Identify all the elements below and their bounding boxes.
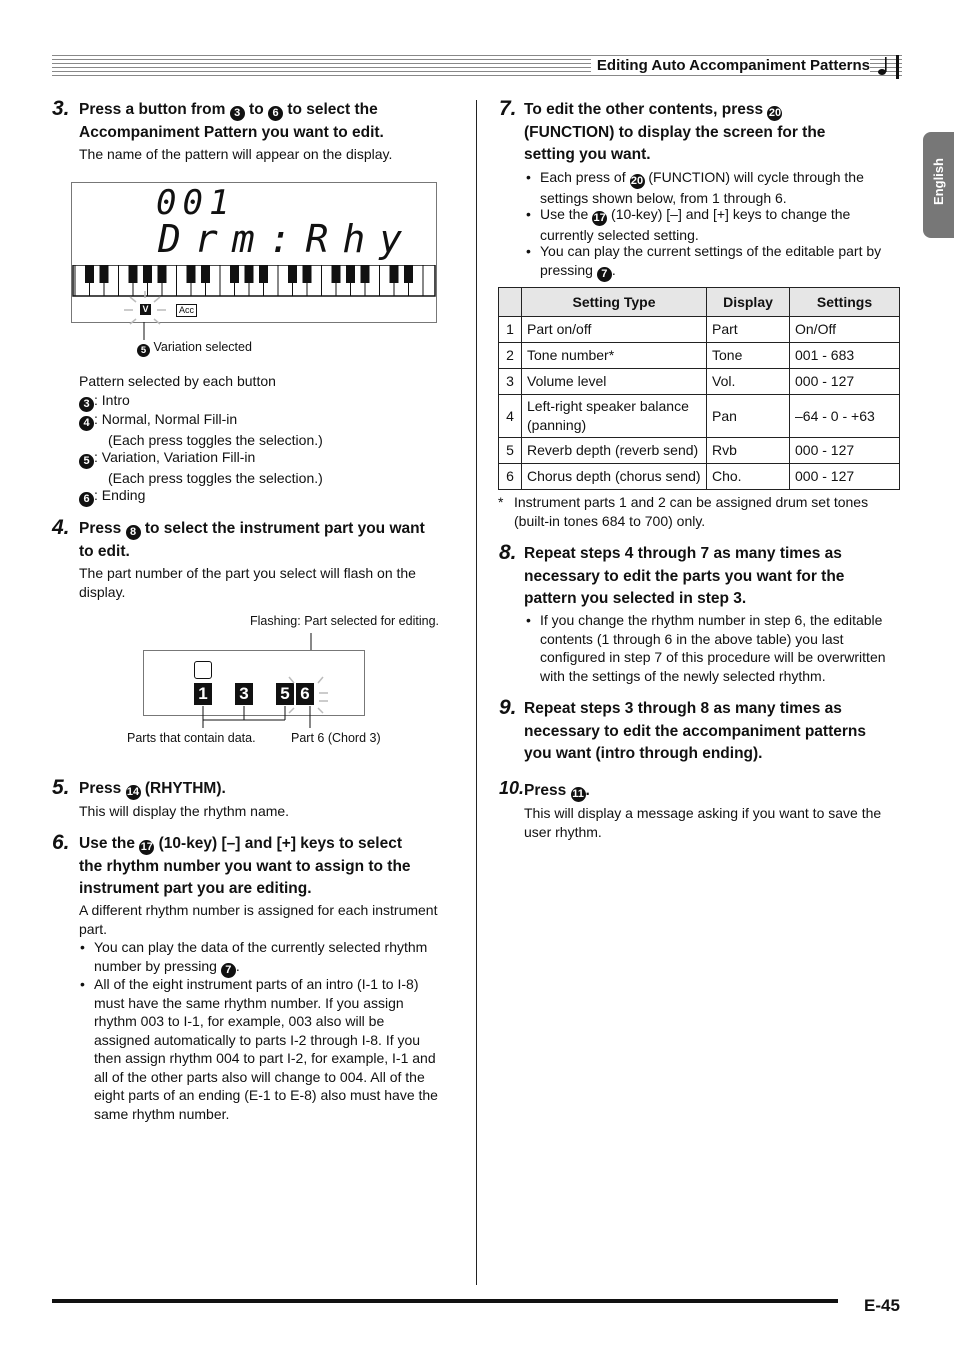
step-7-bullet: • You can play the current settings of the editable part by pressing 7 . bbox=[540, 242, 881, 282]
lcd-number: 001 bbox=[156, 183, 236, 223]
black-key bbox=[390, 265, 399, 283]
table-cell: 1 bbox=[499, 317, 522, 343]
table-row bbox=[499, 438, 900, 464]
column-header: Display bbox=[707, 288, 790, 317]
step-3-body: The name of the pattern will appear on the display. bbox=[79, 146, 393, 162]
table-header-row bbox=[499, 288, 900, 317]
button-20-icon: 20 bbox=[630, 175, 644, 187]
part-5-indicator: 5 bbox=[276, 683, 294, 705]
column-header bbox=[499, 288, 522, 317]
button-7-icon: 7 bbox=[221, 963, 236, 978]
table-cell: 001 - 683 bbox=[790, 343, 900, 369]
pattern-list-item: 3 : Intro bbox=[79, 391, 130, 412]
step-7-bullet: • Use the 17 (10-key) [–] and [+] keys to change the currently selected setting. bbox=[540, 205, 850, 245]
part-6-caption: Part 6 (Chord 3) bbox=[291, 731, 381, 745]
button-5-icon: 5 bbox=[137, 344, 150, 357]
flash-caption: Flashing: Part selected for editing. bbox=[250, 614, 439, 628]
table-cell: Left-right speaker balance (panning) bbox=[522, 395, 707, 438]
table-cell: Part bbox=[707, 317, 790, 343]
table-row bbox=[499, 343, 900, 369]
callout-line bbox=[143, 322, 145, 340]
black-key bbox=[143, 265, 152, 283]
step-4-body: The part number of the part you select will flash on the display. bbox=[79, 565, 416, 600]
part-1-indicator: 1 bbox=[194, 683, 212, 705]
black-key bbox=[230, 265, 239, 283]
parts-data-caption: Parts that contain data. bbox=[127, 731, 256, 745]
part-6-indicator: 6 bbox=[296, 683, 314, 705]
black-key bbox=[332, 265, 341, 283]
table-cell: 000 - 127 bbox=[790, 464, 900, 490]
step-8-number: 8. bbox=[499, 541, 517, 564]
table-row bbox=[499, 464, 900, 490]
step-5-number: 5. bbox=[52, 776, 70, 799]
black-key bbox=[303, 265, 312, 283]
table-cell: Cho. bbox=[707, 464, 790, 490]
step-3-number: 3. bbox=[52, 97, 70, 120]
step-5-heading: Press 14 (RHYTHM). bbox=[79, 780, 226, 798]
pattern-list-intro: Pattern selected by each button bbox=[79, 373, 276, 389]
table-row bbox=[499, 395, 900, 438]
table-cell: 4 bbox=[499, 395, 522, 438]
black-key bbox=[346, 265, 355, 283]
variation-indicator: V bbox=[140, 304, 151, 315]
table-cell: Pan bbox=[707, 395, 790, 438]
step-6-body: A different rhythm number is assigned for each instrument part. bbox=[79, 902, 438, 937]
step-8-heading: Repeat steps 4 through 7 as many times as necessary to edit the parts you want for the pattern you selected in step 3. bbox=[524, 545, 845, 607]
button-17-icon: 17 bbox=[593, 212, 606, 224]
table-cell: Part on/off bbox=[522, 317, 707, 343]
step-7-number: 7. bbox=[499, 97, 517, 120]
black-key bbox=[129, 265, 138, 283]
table-cell: Chorus depth (chorus send) bbox=[522, 464, 707, 490]
step-6-bullet: • You can play the data of the currently selected rhythm number by pressing 7 . bbox=[94, 938, 427, 978]
settings-table bbox=[498, 287, 900, 490]
button-14-icon: 14 bbox=[126, 786, 140, 798]
black-key bbox=[245, 265, 254, 283]
black-key bbox=[187, 265, 196, 283]
acc-indicator: Acc bbox=[176, 304, 197, 317]
music-note-icon bbox=[876, 55, 899, 79]
black-key bbox=[288, 265, 297, 283]
flash-rays-icon bbox=[122, 289, 168, 331]
footnote-mark: * bbox=[498, 494, 504, 510]
step-10-number: 10. bbox=[499, 778, 525, 798]
button-7-icon: 7 bbox=[597, 267, 612, 282]
step-6-number: 6. bbox=[52, 831, 70, 854]
step-9-heading: Repeat steps 3 through 8 as many times as necessary to edit the accompaniment patterns you want (intro through ending). bbox=[524, 700, 866, 762]
button-3-icon: 3 bbox=[230, 106, 245, 121]
part-3-indicator: 3 bbox=[235, 683, 253, 705]
step-4-heading: Press 8 to select the instrument part you want to edit. bbox=[79, 520, 425, 560]
black-key bbox=[201, 265, 210, 283]
table-cell: Tone bbox=[707, 343, 790, 369]
pattern-list-item: 6 : Ending bbox=[79, 486, 145, 507]
table-cell: Rvb bbox=[707, 438, 790, 464]
button-11-icon: 11 bbox=[572, 788, 584, 800]
table-cell: 2 bbox=[499, 343, 522, 369]
black-key bbox=[158, 265, 167, 283]
table-cell: Tone number* bbox=[522, 343, 707, 369]
column-divider bbox=[476, 100, 477, 1285]
variation-callout: 5 Variation selected bbox=[137, 340, 252, 357]
step-6-bullet: • All of the eight instrument parts of an intro (I-1 to I-8) must have the same rhythm number. If you assign rhythm 003 to I-1, for example, 003 also will be assigned automatically to parts I-2 through I-8. If you then assign rhythm 004 to part I-2, for example, I-1 and all of the other parts also will change to 004. All of the eight parts of an ending (E-1 to E-8) also must have the same rhythm number. bbox=[94, 975, 438, 1123]
step-7-heading: To edit the other contents, press 20 (FUNCTION) to display the screen for the setting you want. bbox=[524, 101, 826, 163]
black-key bbox=[85, 265, 94, 283]
button-17-icon: 17 bbox=[140, 841, 153, 853]
lcd-text: Drm:Rhy bbox=[158, 217, 417, 261]
table-row bbox=[499, 317, 900, 343]
step-8-bullet: • If you change the rhythm number in step 6, the editable contents (1 through 6 in the above table) you last configured in step 7 of this procedure will be overwritten with the settings of the newly selected rhythm. bbox=[540, 611, 886, 685]
button-5-icon: 5 bbox=[79, 454, 94, 469]
table-footnote: Instrument parts 1 and 2 can be assigned drum set tones (built-in tones 684 to 700) only. bbox=[514, 494, 869, 529]
button-6-icon: 6 bbox=[79, 492, 94, 507]
step-6-heading: Use the 17 (10-key) [–] and [+] keys to select the rhythm number you want to assign to the instrument part you are editing. bbox=[79, 835, 411, 897]
table-cell: 5 bbox=[499, 438, 522, 464]
table-cell: On/Off bbox=[790, 317, 900, 343]
step-4-number: 4. bbox=[52, 516, 70, 539]
button-6-icon: 6 bbox=[268, 106, 283, 121]
pattern-list-item: 5 : Variation, Variation Fill-in (Each press toggles the selection.) bbox=[79, 448, 323, 488]
button-3-icon: 3 bbox=[79, 397, 94, 412]
lcd-display-rhythm-name bbox=[71, 182, 437, 323]
black-key bbox=[404, 265, 413, 283]
table-row bbox=[499, 369, 900, 395]
language-tab-label: English bbox=[931, 158, 946, 205]
part-indicator-empty bbox=[194, 661, 212, 679]
step-3-heading: Press a button from 3 to 6 to select the Accompaniment Pattern you want to edit. bbox=[79, 101, 384, 141]
table-cell: –64 - 0 - +63 bbox=[790, 395, 900, 438]
column-header: Setting Type bbox=[522, 288, 707, 317]
black-key bbox=[100, 265, 109, 283]
button-20-icon: 20 bbox=[768, 107, 782, 119]
step-7-bullet: • Each press of 20 (FUNCTION) will cycle through the settings shown below, from 1 through 6. bbox=[540, 168, 864, 208]
page-number: E-45 bbox=[864, 1296, 900, 1315]
step-10-heading: Press 11 . bbox=[524, 782, 590, 800]
step-5-body: This will display the rhythm name. bbox=[79, 803, 290, 819]
table-cell: 3 bbox=[499, 369, 522, 395]
black-key bbox=[259, 265, 268, 283]
table-cell: Vol. bbox=[707, 369, 790, 395]
footer-rule bbox=[52, 1299, 838, 1303]
table-cell: 000 - 127 bbox=[790, 438, 900, 464]
parts-bracket bbox=[200, 700, 320, 732]
language-tab bbox=[923, 132, 954, 238]
table-cell: 6 bbox=[499, 464, 522, 490]
column-header: Settings bbox=[790, 288, 900, 317]
step-9-number: 9. bbox=[499, 696, 517, 719]
button-8-icon: 8 bbox=[126, 525, 141, 540]
black-key bbox=[361, 265, 370, 283]
button-4-icon: 4 bbox=[79, 416, 94, 431]
running-header: Editing Auto Accompaniment Patterns bbox=[591, 57, 870, 74]
table-cell: Volume level bbox=[522, 369, 707, 395]
table-cell: Reverb depth (reverb send) bbox=[522, 438, 707, 464]
step-10-body: This will display a message asking if you want to save the user rhythm. bbox=[524, 805, 882, 840]
table-cell: 000 - 127 bbox=[790, 369, 900, 395]
pattern-list-item: 4 : Normal, Normal Fill-in (Each press toggles the selection.) bbox=[79, 410, 323, 450]
